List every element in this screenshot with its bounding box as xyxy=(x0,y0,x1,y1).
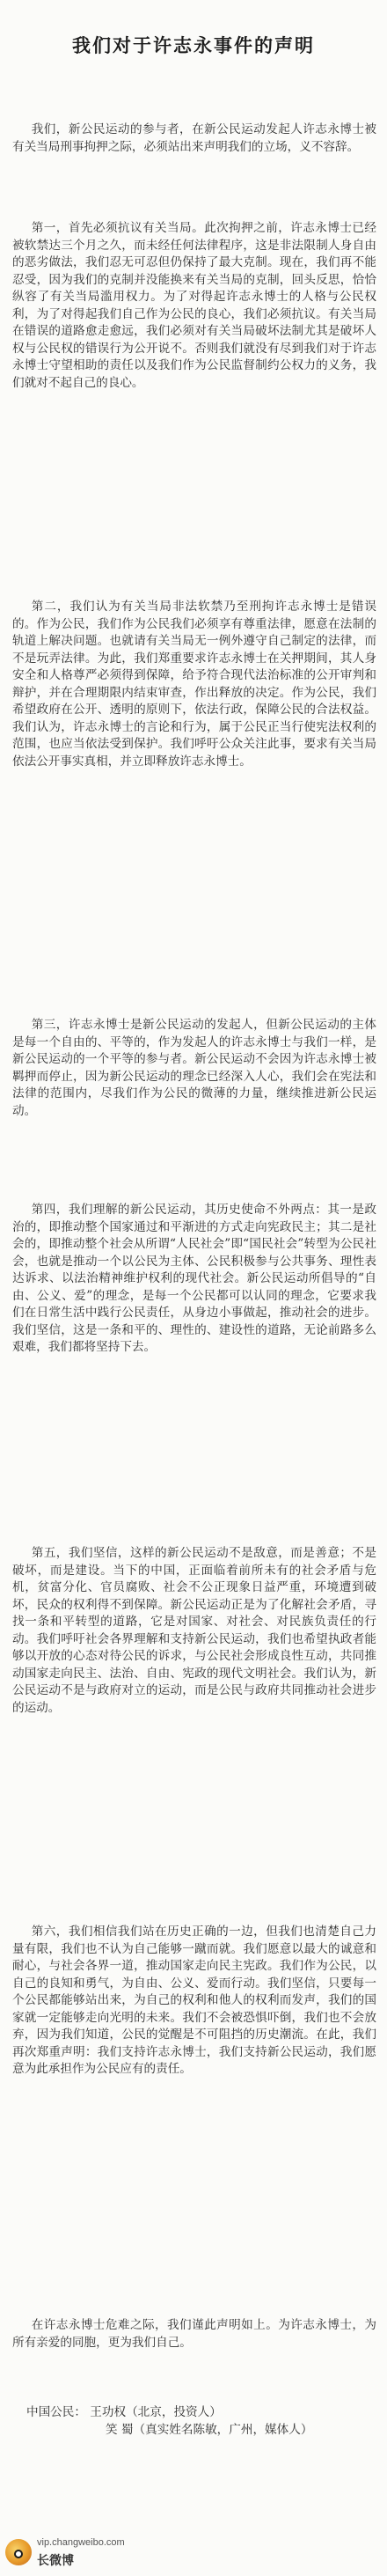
document-title: 我们对于许志永事件的声明 xyxy=(72,34,315,56)
paragraph-1: 第一，首先必须抗议有关当局。此次拘押之前，许志永博士已经被软禁达三个月之久，而未经任何法律程序，这是非法限制人身自由的恶劣做法，我们忍无可忍但仍保持了最大克制。现在，我们再不能忍受，因为我们的克制并没能换来有关当局的克制，回头反思，恰恰纵容了有关当局滥用权力。为了对得起许志永博士的人格与公民权利，为了对得起我们自己作为公民的良心，我们必须抗议。有关当局在错误的道路愈走愈远，我们必须对有关当局破坏法制尤其是破坏人权与公民权的错误行为公开说不。否则我们就没有尽到我们对于许志永博士守望相助的责任以及我们作为公民监督制约公权力的义务，我们就对不起自己的良心。 xyxy=(12,221,376,390)
paragraph-3: 第三，许志永博士是新公民运动的发起人，但新公民运动的主体是每一个自由的、平等的，作为发起人的许志永博士与我们一样，是新公民运动的一个平等的参与者。新公民运动不会因为许志永博士被羁押而停止，因为新公民运动的理念已经深入人心，我们会在宪法和法律的范围内，尽我们作为公民的微薄的力量，继续推进新公民运动。 xyxy=(12,1018,376,1118)
intro-paragraph: 我们，新公民运动的参与者，在新公民运动发起人许志永博士被有关当局刑事拘押之际，必须站出来声明我们的立场，义不容辞。 xyxy=(12,122,376,154)
logo-eye-icon xyxy=(14,2550,23,2558)
closing-statement: 在许志永博士危难之际，我们谨此声明如上。为许志永博士，为所有亲爱的同胞，更为我们自己。 xyxy=(12,2318,376,2350)
paragraph-4: 第四，我们理解的新公民运动，其历史使命不外两点：其一是政治的，即推动整个国家通过和平渐进的方式走向宪政民主；其二是社会的，即推动整个社会从所谓“人民社会”即“国民社会”转型为公民社会，也就是推动一个以公民为主体、公民积极参与公共事务、理性表达诉求、以法治精神维护权利的现代社会。新公民运动所倡导的“自由、公义、爱”的理念，是每一个公民都可以认同的理念，它要求我们在日常生活中践行公民责任，从身边小事做起，推动社会的进步。我们坚信，这是一条和平的、理性的、建设性的道路，无论前路多么艰难，我们都将坚持下去。 xyxy=(12,1203,376,1354)
signatories xyxy=(26,2403,378,2439)
paragraph-2: 第二，我们认为有关当局非法软禁乃至刑拘许志永博士是错误的。作为公民，我们作为公民我们必须享有尊重法律，愿意在法制的轨道上解决问题。也就请有关当局无一例外遵守自己制定的法律，而不是玩弄法律。为此，我们郑重要求许志永博士在关押期间，其人身安全和人格尊严必须得到保障，给予符合现代法治标准的公开审判和辩护，并在合理期限内结束审查，作出释放的决定。作为公民，我们希望政府在公开、透明的原则下，依法行政，保障公民的合法权益。我们认为，许志永博士的言论和行为，属于公民正当行使宪法权利的范围，也应当依法受到保护。我们呼吁公众关注此事，要求有关当局依法公开事实真相，并立即释放许志永博士。 xyxy=(12,600,376,769)
signer-1: 中国公民： 王功权（北京，投资人） xyxy=(26,2405,222,2419)
paragraph-5: 第五，我们坚信，这样的新公民运动不是敌意，而是善意；不是破坏，而是建设。当下的中国，正面临着前所未有的社会矛盾与危机，贫富分化、官员腐败、社会不公正现象日益严重，环境遭到破坏，民众的权利得不到保障。新公民运动正是为了化解社会矛盾，寻找一条和平转型的道路，它是对国家、对社会、对民族负责任的行动。我们呼吁社会各界理解和支持新公民运动，我们也希望执政者能够以开放的心态对待公民的诉求，与公民社会形成良性互动，共同推动国家走向民主、法治、自由、宪政的现代文明社会。我们认为，新公民运动不是与政府对立的运动，而是公民与政府共同推动社会进步的运动。 xyxy=(12,1546,376,1715)
watermark-url: vip.changweibo.com xyxy=(37,2537,125,2548)
changweibo-watermark xyxy=(5,2536,181,2571)
signer-2: 笑 蜀（真实姓名陈敏，广州，媒体人） xyxy=(106,2423,313,2437)
changweibo-logo-icon xyxy=(5,2539,32,2565)
paragraph-6: 第六，我们相信我们站在历史正确的一边，但我们也清楚自己力量有限，我们也不认为自己能够一蹴而就。我们愿意以最大的诚意和耐心，与社会各界一道，推动国家走向民主宪政。我们作为公民，以自己的良知和勇气，为自由、公义、爱而行动。我们坚信，只要每一个公民都能够站出来，为自己的权利和他人的权利而发声，我们的国家就一定能够走向光明的未来。我们不会被恐惧吓倒，我们也不会放弃，因为我们知道，公民的觉醒是不可阻挡的历史潮流。在此，我们再次郑重声明：我们支持许志永博士，我们支持新公民运动，我们愿意为此承担作为公民应有的责任。 xyxy=(12,1925,376,2076)
watermark-brand: 长微博 xyxy=(37,2553,74,2567)
